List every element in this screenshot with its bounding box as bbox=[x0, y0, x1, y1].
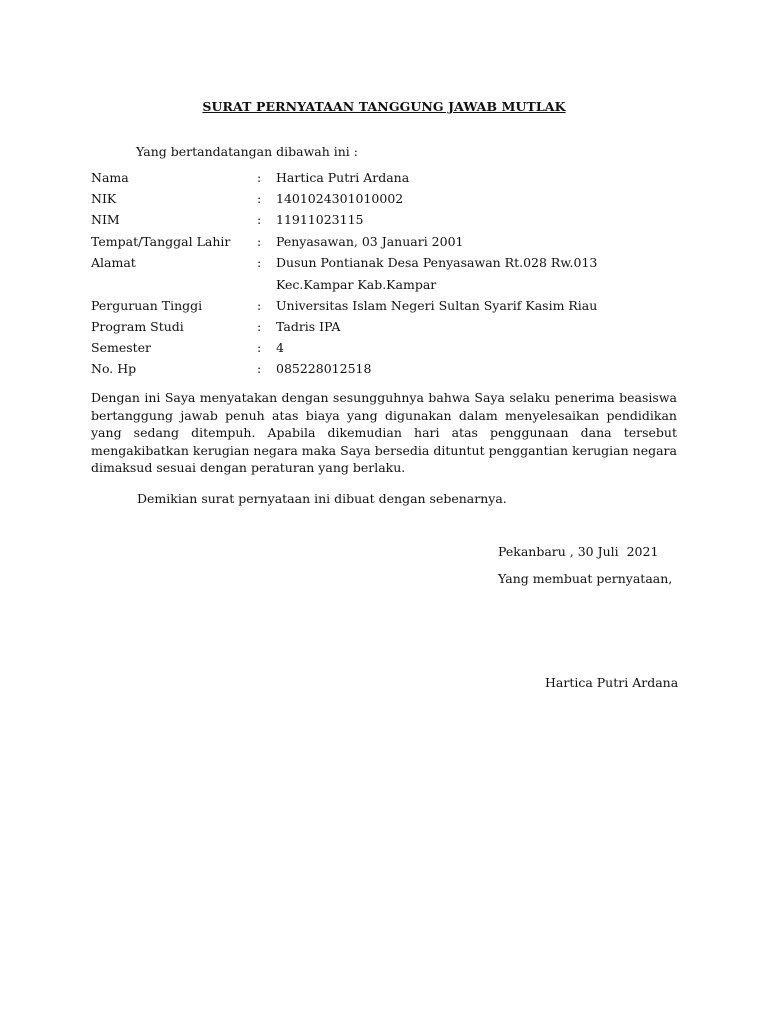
field-label: Tempat/Tanggal Lahir bbox=[91, 234, 231, 249]
signer-name: Hartica Putri Ardana bbox=[545, 675, 679, 690]
field-colon: : bbox=[257, 298, 262, 313]
field-value: Hartica Putri Ardana bbox=[276, 170, 410, 185]
field-label: Perguruan Tinggi bbox=[91, 298, 203, 313]
field-colon: : bbox=[257, 255, 262, 270]
field-value: Dusun Pontianak Desa Penyasawan Rt.028 Rw.013 bbox=[276, 255, 598, 270]
field-label: Program Studi bbox=[91, 319, 184, 334]
field-colon: : bbox=[257, 361, 262, 376]
field-row-nik bbox=[91, 191, 691, 211]
field-label: NIK bbox=[91, 191, 117, 206]
field-value: 085228012518 bbox=[276, 361, 372, 376]
field-row-semester bbox=[91, 340, 691, 360]
field-label: NIM bbox=[91, 212, 120, 227]
field-colon: : bbox=[257, 319, 262, 334]
field-row-university bbox=[91, 298, 691, 318]
field-row-phone bbox=[91, 361, 691, 381]
intro-text: Yang bertandatangan dibawah ini : bbox=[136, 144, 358, 159]
field-value: Universitas Islam Negeri Sultan Syarif Kasim Riau bbox=[276, 298, 598, 313]
field-row-program bbox=[91, 319, 691, 339]
field-value: 4 bbox=[276, 340, 284, 355]
field-label: Nama bbox=[91, 170, 129, 185]
field-value: Tadris IPA bbox=[276, 319, 341, 334]
field-label: Semester bbox=[91, 340, 152, 355]
closing-sentence: Demikian surat pernyataan ini dibuat dengan sebenarnya. bbox=[137, 491, 507, 506]
field-colon: : bbox=[257, 234, 262, 249]
field-colon: : bbox=[257, 170, 262, 185]
field-value: Kec.Kampar Kab.Kampar bbox=[276, 277, 437, 292]
field-value: 1401024301010002 bbox=[276, 191, 404, 206]
field-value: 11911023115 bbox=[276, 212, 364, 227]
field-label: No. Hp bbox=[91, 361, 137, 376]
maker-label: Yang membuat pernyataan, bbox=[498, 571, 673, 586]
document-title: SURAT PERNYATAAN TANGGUNG JAWAB MUTLAK bbox=[202, 99, 566, 114]
place-date: Pekanbaru , 30 Juli 2021 bbox=[498, 544, 659, 559]
field-colon: : bbox=[257, 191, 262, 206]
statement-paragraph: Dengan ini Saya menyatakan dengan sesungguhnya bahwa Saya selaku penerima beasiswa bertanggung jawab penuh atas biaya yang digunakan dalam menyelesaikan pendidikan yang sedang ditempuh. Apabila dikemudian hari atas penggunaan dana tersebut mengakibatkan kerugian negara maka Saya bersedia dituntut penggantian kerugian negara dimaksud sesuai dengan peraturan yang berlaku. bbox=[91, 390, 677, 475]
field-row-nama bbox=[91, 170, 691, 190]
field-label: Alamat bbox=[91, 255, 136, 270]
field-row-address bbox=[91, 255, 691, 275]
field-row-birth bbox=[91, 234, 691, 254]
field-colon: : bbox=[257, 340, 262, 355]
field-row-address-continued bbox=[91, 277, 691, 297]
field-value: Penyasawan, 03 Januari 2001 bbox=[276, 234, 464, 249]
field-row-nim bbox=[91, 212, 691, 232]
field-colon: : bbox=[257, 212, 262, 227]
